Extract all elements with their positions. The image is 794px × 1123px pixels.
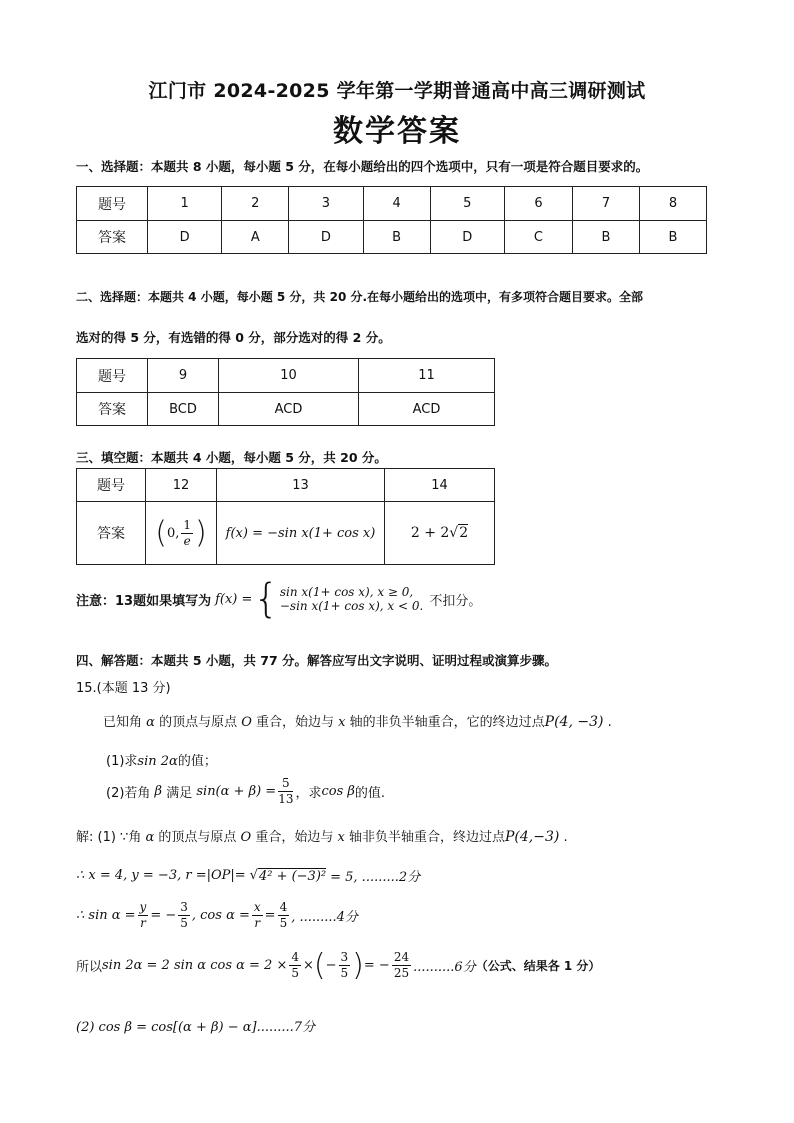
section1-heading: 一、选择题：本题共 8 小题，每小题 5 分，在每小题给出的四个选项中，只有一项是符合题目要求的。 (76, 159, 649, 174)
table-cell: 13 (217, 469, 385, 502)
table-cell: C (504, 221, 572, 254)
table-cell: BCD (148, 393, 219, 426)
table-cell: A (222, 221, 289, 254)
document-subtitle: 数学答案 (333, 114, 461, 149)
table-cell: D (148, 221, 222, 254)
table-cell: 3 (289, 187, 363, 221)
table-cell: 8 (639, 187, 706, 221)
solution-line-1: ∴ x = 4, y = −3, r =|OP|= √ 4² + (−3)² = 5, .........2分 (76, 868, 421, 885)
table-cell: 5 (430, 187, 504, 221)
row-label: 答案 (77, 221, 148, 254)
table-cell: 7 (572, 187, 639, 221)
table-cell: 4 (363, 187, 430, 221)
table-cell: 11 (359, 359, 495, 393)
table-cell: 12 (146, 469, 217, 502)
row-label: 题号 (77, 187, 148, 221)
table-cell: 10 (219, 359, 359, 393)
answer-12: (0, $\frac{1}{e}$ ) (146, 502, 217, 565)
question-15-part1: (1)求sin 2α的值； (106, 754, 217, 769)
section4-heading: 四、解答题：本题共 5 小题，共 77 分。解答应写出文字说明、证明过程或演算步骤。 (76, 653, 558, 668)
table-cell: ACD (359, 393, 495, 426)
section2-heading-line1: 二、选择题：本题共 4 小题，每小题 5 分，共 20 分.在每小题给出的选项中，有多项符合题目要求。全部 (76, 290, 644, 304)
section3-note: 注意：13题如果填写为 f(x) = { sin x(1+ cos x), x ≥ 0, −sin x(1+ cos x), x < 0. 不扣分。 (76, 576, 482, 622)
table-cell: 9 (148, 359, 219, 393)
solution-line-2: ∴ sin α = $\frac{y}{r}$ = − $\frac{3}{5}$ , cos α = $\frac{x}{r}$ = $\frac{4}{5}$ , .........4分 (76, 900, 358, 930)
question-15-part2: (2)若角 β 满足 sin(α + β) = $\frac{5}{13}$ ，求 cos β 的值. (106, 776, 386, 806)
question-15-statement: 已知角 α 的顶点与原点 O 重合，始边与 x 轴的非负半轴重合，它的终边过点P(4, −3) . (103, 714, 612, 730)
section3-heading: 三、填空题：本题共 4 小题，每小题 5 分，共 20 分。 (76, 450, 387, 465)
row-label: 题号 (77, 469, 146, 502)
row-label: 题号 (77, 359, 148, 393)
table-cell: ACD (219, 393, 359, 426)
table-cell: 1 (148, 187, 222, 221)
section3-table (76, 468, 495, 565)
row-label: 答案 (77, 393, 148, 426)
table-cell: B (639, 221, 706, 254)
answer-13: f(x) = −sin x(1+ cos x) (217, 502, 385, 565)
solution-intro: 解: (1) ∵角 α 的顶点与原点 O 重合，始边与 x 轴非负半轴重合，终边过点P(4,−3) . (76, 829, 568, 845)
table-cell: 2 (222, 187, 289, 221)
table-cell: 6 (504, 187, 572, 221)
section2-heading-line2: 选对的得 5 分，有选错的得 0 分，部分选对的得 2 分。 (76, 330, 391, 345)
solution-line-4: (2) cos β = cos[(α + β) − α].........7分 (76, 1020, 316, 1035)
table-cell: B (363, 221, 430, 254)
table-cell: B (572, 221, 639, 254)
answer-14: 2 + 2√2 (385, 502, 495, 565)
section2-table (76, 358, 495, 426)
section1-table (76, 186, 707, 254)
row-label: 答案 (77, 502, 146, 565)
table-cell: D (289, 221, 363, 254)
table-cell: D (430, 221, 504, 254)
question-15-title: 15.(本题 13 分) (76, 681, 171, 696)
solution-line-3: 所以 sin 2α = 2 sin α cos α = 2 × $\frac{4}{5}$ × ( − $\frac{3}{5}$ ) = − $\frac{24}{25}$ ..........6分 （公式、结果各 1 分） (76, 947, 601, 983)
document-title: 江门市 2024-2025 学年第一学期普通高中高三调研测试 (148, 80, 646, 102)
table-cell: 14 (385, 469, 495, 502)
